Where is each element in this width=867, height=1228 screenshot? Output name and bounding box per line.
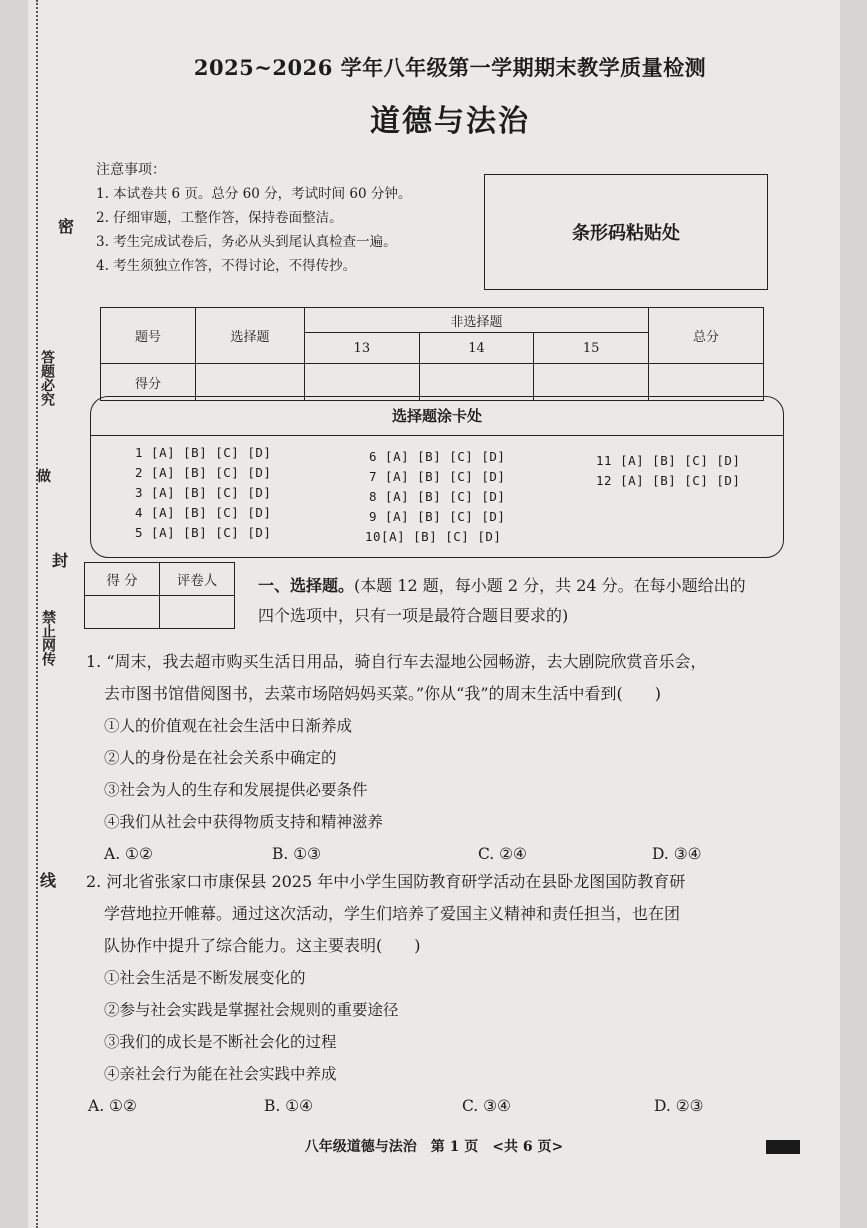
grader-box — [84, 562, 235, 629]
score-header-q14: 14 — [419, 333, 534, 364]
score-cell-choice[interactable] — [196, 364, 305, 401]
notes-heading: 注意事项： — [96, 162, 166, 178]
answer-row-7[interactable]: 7 [A] [B] [C] [D] — [369, 469, 506, 484]
q2-stem-2: 学营地拉开帷幕。通过这次活动，学生们培养了爱国主义精神和责任担当，也在团 — [104, 904, 681, 923]
exam-title: 2025~2026 学年八年级第一学期期末教学质量检测 — [193, 55, 707, 80]
answer-row-1[interactable]: 1 [A] [B] [C] [D] — [135, 445, 272, 460]
answer-row-6[interactable]: 6 [A] [B] [C] [D] — [369, 449, 506, 464]
answer-row-5[interactable]: 5 [A] [B] [C] [D] — [135, 525, 272, 540]
answer-row-4[interactable]: 4 [A] [B] [C] [D] — [135, 505, 272, 520]
answer-row-9[interactable]: 9 [A] [B] [C] [D] — [369, 509, 506, 524]
q2-option-c[interactable]: C. ③④ — [462, 1097, 511, 1115]
answer-row-8[interactable]: 8 [A] [B] [C] [D] — [369, 489, 506, 504]
score-header-q15: 15 — [534, 333, 649, 364]
score-header-nonchoice: 非选择题 — [305, 308, 649, 333]
q2-statement: ④亲社会行为能在社会实践中养成 — [104, 1065, 337, 1083]
binding-warning-top: 答题必究 — [39, 350, 55, 406]
q1-statement: ③社会为人的生存和发展提供必要条件 — [104, 781, 368, 799]
q2-stem-3: 队协作中提升了综合能力。这主要表明( ) — [104, 936, 421, 955]
subject-title: 道德与法治 — [370, 104, 530, 139]
score-header-total: 总分 — [649, 308, 764, 364]
score-cell-total[interactable] — [649, 364, 764, 401]
score-cell-q14[interactable] — [419, 364, 534, 401]
answer-row-3[interactable]: 3 [A] [B] [C] [D] — [135, 485, 272, 500]
answer-row-10[interactable]: 10[A] [B] [C] [D] — [365, 529, 502, 544]
grader-name-label: 评卷人 — [160, 563, 235, 596]
q2-statement: ②参与社会实践是掌握社会规则的重要途径 — [104, 1001, 399, 1019]
score-cell-q15[interactable] — [534, 364, 649, 401]
q2-statement: ③我们的成长是不断社会化的过程 — [104, 1033, 337, 1051]
binding-warning-top-2: 做 — [37, 469, 51, 485]
score-table — [100, 307, 764, 401]
q2-option-a[interactable]: A. ①② — [88, 1097, 137, 1115]
q2-option-b[interactable]: B. ①④ — [264, 1097, 314, 1115]
q2-stem-1: 2. 河北省张家口市康保县 2025 年中小学生国防教育研学活动在县卧龙图国防教育研 — [86, 872, 686, 891]
score-header-q13: 13 — [305, 333, 420, 364]
q2-statement: ①社会生活是不断发展变化的 — [104, 969, 306, 987]
q1-statement: ①人的价值观在社会生活中日渐养成 — [104, 717, 353, 735]
answer-card-title: 选择题涂卡处 — [91, 397, 783, 436]
q2-option-d[interactable]: D. ②③ — [654, 1097, 704, 1115]
answer-row-2[interactable]: 2 [A] [B] [C] [D] — [135, 465, 272, 480]
q1-option-c[interactable]: C. ②④ — [478, 845, 527, 863]
barcode-area — [484, 174, 768, 290]
section-1-header — [258, 571, 798, 631]
q1-statement: ④我们从社会中获得物质支持和精神滋养 — [104, 813, 384, 831]
section-1-desc-1: (本题 12 题，每小题 2 分，共 24 分。在每小题给出的 — [354, 576, 746, 595]
q1-statement: ②人的身份是在社会关系中确定的 — [104, 749, 337, 767]
note-item: 1. 本试卷共 6 页。总分 60 分，考试时间 60 分钟。 — [96, 186, 412, 202]
binding-xian-label: 线 — [40, 871, 57, 890]
note-item: 4. 考生须独立作答，不得讨论，不得传抄。 — [96, 258, 357, 274]
section-1-desc-2: 四个选项中，只有一项是最符合题目要求的) — [258, 606, 569, 625]
grader-score-label: 得 分 — [85, 563, 160, 596]
q1-option-b[interactable]: B. ①③ — [272, 845, 322, 863]
section-1-title: 一、选择题。 — [258, 576, 355, 595]
answer-row-12[interactable]: 12 [A] [B] [C] [D] — [596, 473, 741, 488]
q1-option-d[interactable]: D. ③④ — [652, 845, 702, 863]
q1-stem-1: 1. “周末，我去超市购买生活日用品，骑自行车去湿地公园畅游，去大剧院欣赏音乐会， — [86, 652, 707, 671]
answer-card — [90, 396, 784, 558]
q1-option-a[interactable]: A. ①② — [104, 845, 153, 863]
grader-score-cell[interactable] — [85, 596, 160, 629]
binding-warning-bottom: 禁止网传 — [40, 610, 56, 666]
score-header-choice: 选择题 — [196, 308, 305, 364]
binding-feng-label: 封 — [52, 551, 69, 570]
grader-name-cell[interactable] — [160, 596, 235, 629]
barcode-label: 条形码粘贴处 — [572, 223, 680, 244]
binding-mi-label: 密 — [58, 217, 75, 236]
note-item: 2. 仔细审题，工整作答，保持卷面整洁。 — [96, 210, 343, 226]
answer-row-11[interactable]: 11 [A] [B] [C] [D] — [596, 453, 741, 468]
q1-stem-2: 去市图书馆借阅图书，去菜市场陪妈妈买菜。”你从“我”的周末生活中看到( ) — [104, 684, 662, 703]
score-row-label: 得分 — [101, 364, 196, 401]
scan-marker — [766, 1140, 800, 1154]
score-header-number: 题号 — [101, 308, 196, 364]
score-cell-q13[interactable] — [305, 364, 420, 401]
q2-options — [86, 1090, 806, 1122]
note-item: 3. 考生完成试卷后，务必从头到尾认真检查一遍。 — [96, 234, 397, 250]
notes-block — [96, 158, 411, 278]
question-2 — [86, 866, 806, 1122]
page-footer: 八年级道德与法治 第 1 页 <共 6 页> — [304, 1139, 564, 1155]
question-1 — [86, 646, 806, 870]
